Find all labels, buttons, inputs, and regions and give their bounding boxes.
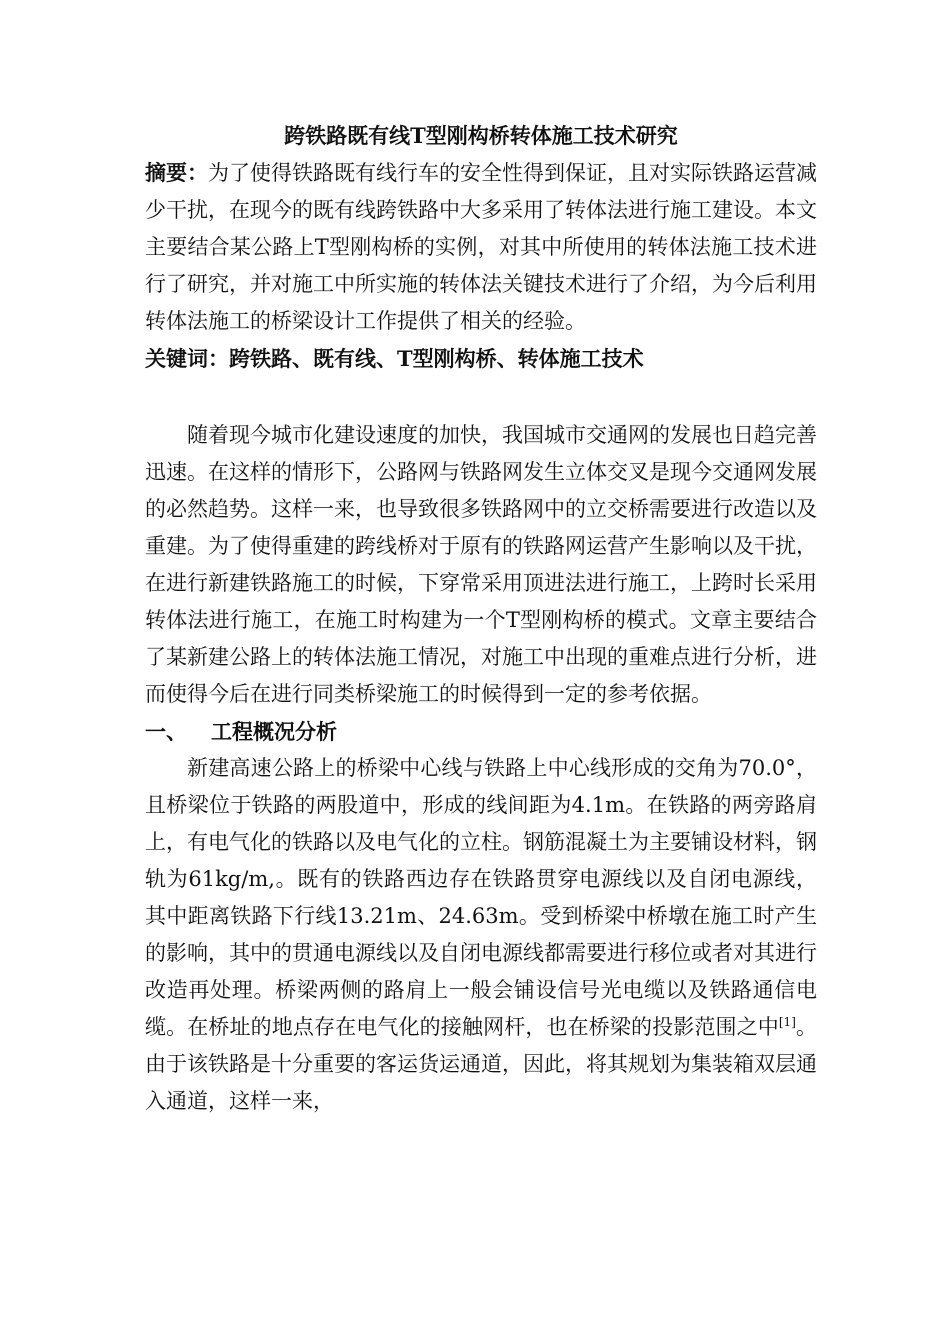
document-page — [145, 118, 817, 1120]
abstract-paragraph — [145, 154, 817, 340]
keywords-label: 关键词： — [145, 346, 229, 371]
keywords-text: 跨铁路、既有线、T型刚构桥、转体施工技术 — [229, 346, 644, 371]
section-paragraph — [145, 750, 817, 1120]
paragraph-spacer — [145, 377, 817, 417]
section-heading — [145, 713, 817, 750]
abstract-text: 为了使得铁路既有线行车的安全性得到保证，且对实际铁路运营减少干扰，在现今的既有线跨铁路中大多采用了转体法进行施工建设。本文主要结合某公路上T型刚构桥的实例，对其中所使用的转体法施工技术进行了研究，并对施工中所实施的转体法关键技术进行了介绍，为今后利用转体法施工的桥梁设计工作提供了相关的经验。 — [145, 161, 817, 333]
abstract-label: 摘要： — [145, 160, 208, 185]
section-text-part1: 新建高速公路上的桥梁中心线与铁路上中心线形成的交角为70.0°，且桥梁位于铁路的两股道中，形成的线间距为4.1m。在铁路的两旁路肩上，有电气化的铁路以及电气化的立柱。钢筋混凝土为主要铺设材料，钢轨为61kg/m,。既有的铁路西边存在铁路贯穿电源线以及自闭电源线，其中距离铁路下行线13.21m、24.63m。受到桥梁中桥墩在施工时产生的影响，其中的贯通电源线以及自闭电源线都需要进行移位或者对其进行改造再处理。桥梁两侧的路肩上一般会铺设信号光电缆以及铁路通信电缆。在桥址的地点存在电气化的接触网杆，也在桥梁的投影范围之中 — [145, 756, 817, 1039]
intro-paragraph: 随着现今城市化建设速度的加快，我国城市交通网的发展也日趋完善迅速。在这样的情形下，公路网与铁路网发生立体交叉是现今交通网发展的必然趋势。这样一来，也导致很多铁路网中的立交桥需要进行改造以及重建。为了使得重建的跨线桥对于原有的铁路网运营产生影响以及干扰，在进行新建铁路施工的时候，下穿常采用顶进法进行施工，上跨时长采用转体法进行施工，在施工时构建为一个T型刚构桥的模式。文章主要结合了某新建公路上的转体法施工情况，对施工中出现的重难点进行分析，进而使得今后在进行同类桥梁施工的时候得到一定的参考依据。 — [145, 423, 817, 706]
keywords-paragraph — [145, 340, 817, 377]
section-number: 一、 — [145, 719, 187, 744]
section-title: 工程概况分析 — [211, 719, 337, 744]
document-title: 跨铁路既有线T型刚构桥转体施工技术研究 — [284, 123, 678, 148]
citation-ref: [1] — [778, 1015, 796, 1029]
section-text-part2: 。由于该铁路是十分重要的客运货运通道，因此，将其规划为集装箱双层通入通道，这样一来， — [145, 1015, 818, 1113]
